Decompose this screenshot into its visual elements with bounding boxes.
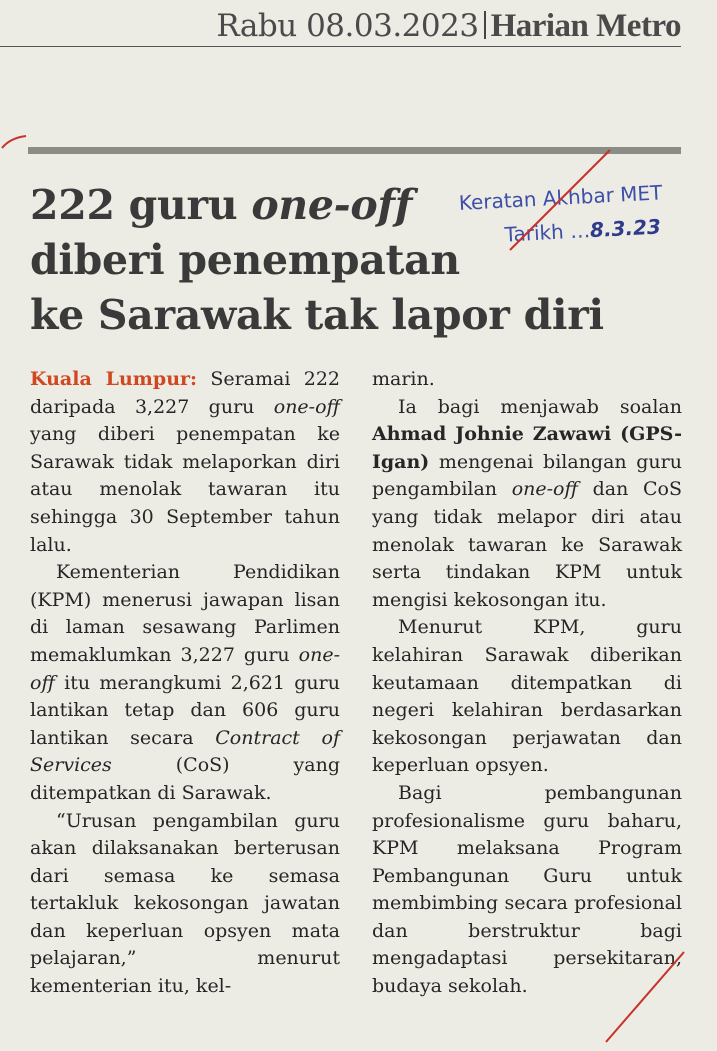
paragraph-3-continued: marin. <box>372 368 435 390</box>
stamp-date-label: Tarikh <box>503 219 565 247</box>
masthead <box>216 8 681 45</box>
pen-mark-bottom <box>600 946 690 1046</box>
headline-line-3: ke Sarawak tak lapor diri <box>30 291 604 339</box>
paragraph-2: Kementerian Pendidikan (KPM) menerusi jawapan lisan di laman sesawang Parlimen memaklumkan 3,227 guru one-off itu merangkumi 2,621 guru lantikan tetap dan 606 guru lantikan secara Contract of Services (CoS) yang ditempatkan di Sarawak. <box>30 561 340 804</box>
headline-line-1: 222 guru one-off <box>30 181 413 229</box>
article-column-2 <box>372 366 682 1001</box>
stamp-label: Keratan Akhbar MET <box>458 180 663 215</box>
paragraph-4: Ia bagi menjawab soalan Ahmad Johnie Zawawi (GPS-Igan) mengenai bilangan guru pengambilan one-off dan CoS yang tidak melapor diri atau menolak tawaran ke Sarawak serta tindakan KPM untuk mengisi kekosongan itu. <box>372 395 682 611</box>
clipping-stamp: Keratan Akhbar MET Tarikh …8.3.23 <box>458 175 665 254</box>
masthead-rule <box>0 46 681 47</box>
pen-mark-diagonal <box>500 140 620 260</box>
paragraph-5: Menurut KPM, guru kelahiran Sarawak diberikan keutamaan ditempatkan di negeri kelahiran berdasarkan kekosongan perjawatan dan keperluan opsyen. <box>372 616 682 777</box>
paragraph-3: “Urusan pengambilan guru akan dilaksanakan berterusan dari semasa ke semasa tertakluk kekosongan jawatan dan keperluan opsyen mata pelajaran,” menurut kementerian itu, kel- <box>30 809 340 998</box>
paragraph-1: Kuala Lumpur: Seramai 222 daripada 3,227 guru one-off yang diberi penempatan ke Sarawak tidak melaporkan diri atau menolak tawaran itu sehingga 30 September tahun lalu. <box>30 368 340 556</box>
masthead-date: Rabu 08.03.2023 <box>216 8 479 44</box>
stamp-date: 8.3.23 <box>589 214 662 243</box>
masthead-separator <box>484 11 486 39</box>
masthead-paper-name: Harian Metro <box>490 8 681 44</box>
article-column-1 <box>30 366 340 1001</box>
headline-line-2: diberi penempatan <box>30 236 460 284</box>
dateline: Kuala Lumpur: <box>30 368 198 390</box>
paragraph-6: Bagi pembangunan profesionalisme guru baharu, KPM melaksana Program Pembangunan Guru untuk membimbing secara profesional dan berstruktur bagi mengadaptasi persekitaran, budaya sekolah. <box>372 781 682 998</box>
pen-mark-corner <box>0 128 30 152</box>
